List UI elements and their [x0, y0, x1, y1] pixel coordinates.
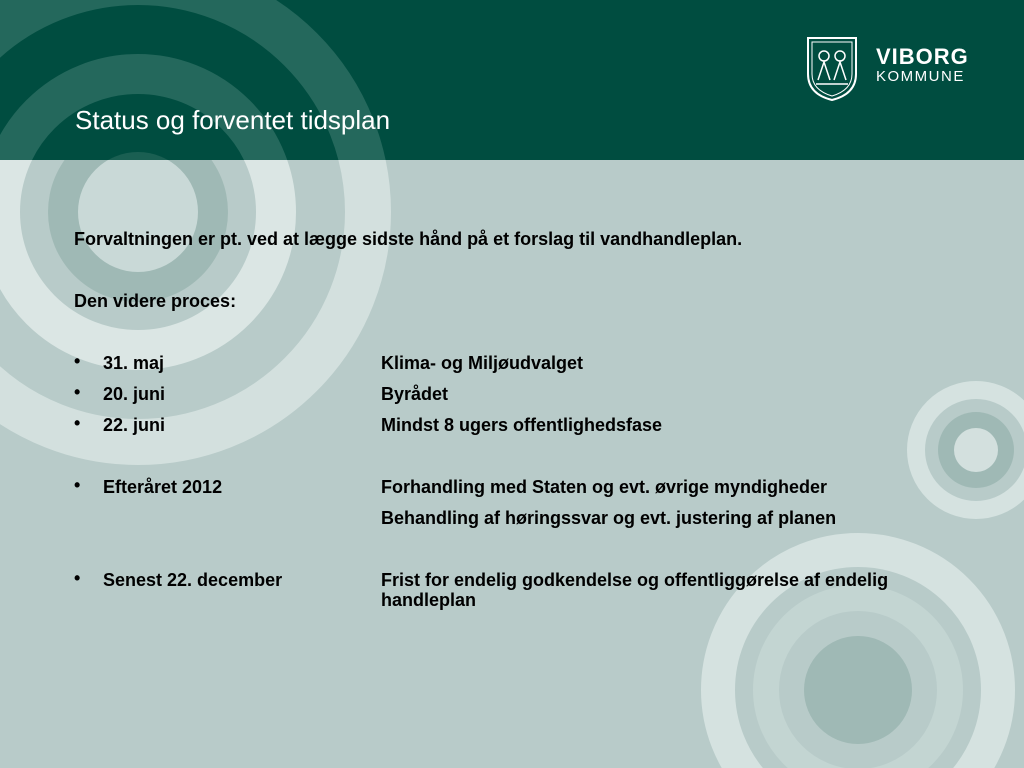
viborg-coat-of-arms-icon [804, 34, 860, 102]
viborg-logo [804, 32, 994, 102]
page-title: Status og forventet tidsplan [75, 105, 391, 135]
background-rings-decoration [0, 160, 1024, 768]
schedule-description: Behandling af høringssvar og evt. justering af planen [381, 508, 837, 528]
logo-name: VIBORG [876, 44, 969, 69]
process-heading: Den videre proces: [74, 291, 237, 311]
bullet-icon: • [74, 413, 81, 433]
bullet-icon: • [74, 475, 81, 495]
bullet-icon: • [74, 382, 81, 402]
schedule-date: 22. juni [103, 415, 166, 435]
schedule-description: Frist for endelig godkendelse og offentliggørelse af endelig handleplan [381, 570, 889, 610]
schedule-description: Forhandling med Staten og evt. øvrige myndigheder [381, 477, 828, 497]
schedule-date: 31. maj [103, 353, 165, 373]
schedule-description: Byrådet [381, 384, 449, 404]
bullet-icon: • [74, 351, 81, 371]
bullet-icon: • [74, 568, 81, 588]
schedule-description: Klima- og Miljøudvalget [381, 353, 584, 373]
schedule-date: 20. juni [103, 384, 166, 404]
logo-subtitle: KOMMUNE [876, 68, 965, 85]
schedule-date: Senest 22. december [103, 570, 283, 590]
schedule-description: Mindst 8 ugers offentlighedsfase [381, 415, 663, 435]
intro-text: Forvaltningen er pt. ved at lægge sidste hånd på et forslag til vandhandleplan. [74, 229, 743, 249]
schedule-date: Efteråret 2012 [103, 477, 223, 497]
